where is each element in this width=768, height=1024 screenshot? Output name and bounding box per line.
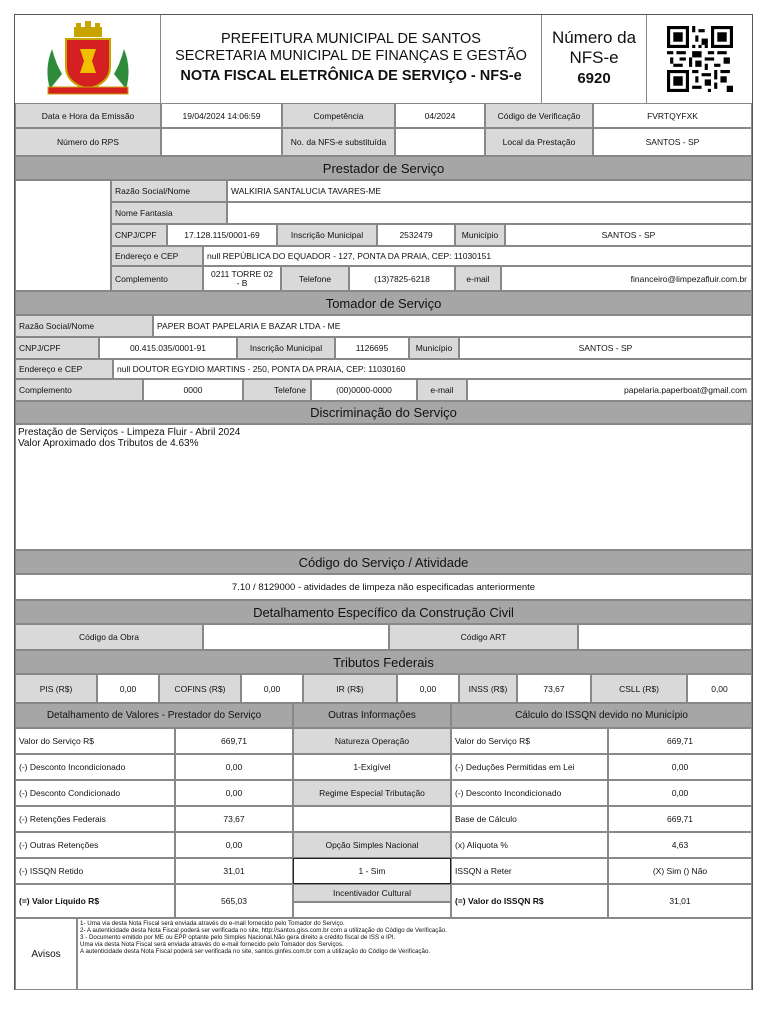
avisos-line-4: A autenticidade desta Nota Fiscal poderá ser verificada no site, santos.ginfes.com.br com a utilização do Código de Verificação. [80, 948, 431, 955]
nfse-number-label-2: NFS-e [569, 48, 619, 67]
pis: 0,00 [97, 674, 159, 703]
discriminacao-body [15, 424, 752, 550]
incentivador-label: Incentivador Cultural [293, 884, 451, 902]
issqn-title: Cálculo do ISSQN devido no Município [451, 703, 752, 728]
header-prefeitura: PREFEITURA MUNICIPAL DE SANTOS [221, 31, 481, 47]
ir: 0,00 [397, 674, 459, 703]
valores-row-2-label: (-) Desconto Condicionado [15, 780, 175, 806]
tomador-municipio-label: Município [409, 337, 459, 359]
codigo-art-label: Código ART [389, 624, 578, 650]
prestador-complemento [203, 266, 281, 291]
codigo-verificacao: FVRTQYFXK [593, 103, 752, 128]
local-prestacao: SANTOS - SP [593, 128, 752, 156]
inss-label: INSS (R$) [459, 674, 517, 703]
avisos-line-0: 1- Uma via desta Nota Fiscal será enviada através do e-mail fornecido pelo Tomador do Serviço. [80, 920, 345, 927]
csll-label: CSLL (R$) [591, 674, 687, 703]
valor-liquido-label: (=) Valor Líquido R$ [15, 884, 175, 918]
valor-liquido: 565,03 [175, 884, 293, 918]
competencia-label: Competência [282, 103, 395, 128]
cofins: 0,00 [241, 674, 303, 703]
valores-row-3-label: (-) Retenções Federais [15, 806, 175, 832]
natureza-label: Natureza Operação [293, 728, 451, 754]
codigo-obra-label: Código da Obra [15, 624, 203, 650]
tomador-endereco: null DOUTOR EGYDIO MARTINS - 250, PONTA DA PRAIA, CEP: 11030160 [113, 359, 752, 379]
numero-rps [161, 128, 282, 156]
regime-label: Regime Especial Tributação [293, 780, 451, 806]
prestador-im-label: Inscrição Municipal [277, 224, 377, 246]
prestador-telefone: (13)7825-6218 [349, 266, 455, 291]
inss: 73,67 [517, 674, 591, 703]
simples: 1 - Sim [293, 858, 451, 884]
numero-rps-label: Número do RPS [15, 128, 161, 156]
prestador-complemento-line2: - B [236, 277, 248, 288]
codigo-verificacao-label: Código de Verificação [485, 103, 593, 128]
prestador-complemento-label: Complemento [111, 266, 203, 291]
qr-box [647, 15, 752, 103]
tomador-telefone: (00)0000-0000 [311, 379, 417, 401]
outras-title: Outras Informações [293, 703, 451, 728]
local-prestacao-label: Local da Prestação [485, 128, 593, 156]
codigo-servico-title: Código do Serviço / Atividade [15, 550, 752, 574]
prestador-email: financeiro@limpezafluir.com.br [501, 266, 752, 291]
avisos-text [77, 918, 752, 990]
discriminacao-title: Discriminação do Serviço [15, 401, 752, 424]
tomador-im-label: Inscrição Municipal [237, 337, 335, 359]
tomador-razao: PAPER BOAT PAPELARIA E BAZAR LTDA - ME [153, 315, 752, 337]
valores-title: Detalhamento de Valores - Prestador do Serviço [15, 703, 293, 728]
discriminacao-line2: Valor Aproximado dos Tributos de 4.63% [18, 438, 199, 449]
prestador-im: 2532479 [377, 224, 455, 246]
tomador-municipio: SANTOS - SP [459, 337, 752, 359]
valor-issqn: 31,01 [608, 884, 752, 918]
prestador-email-label: e-mail [455, 266, 501, 291]
prestador-fantasia [227, 202, 752, 224]
valores-row-2-value: 0,00 [175, 780, 293, 806]
pis-label: PIS (R$) [15, 674, 97, 703]
prestador-razao: WALKIRIA SANTALUCIA TAVARES-ME [227, 180, 752, 202]
codigo-art [578, 624, 752, 650]
valores-row-1-label: (-) Desconto Incondicionado [15, 754, 175, 780]
construcao-title: Detalhamento Específico da Construção Civil [15, 600, 752, 624]
tomador-telefone-label: Telefone [243, 379, 311, 401]
codigo-obra [203, 624, 389, 650]
tomador-im: 1126695 [335, 337, 409, 359]
avisos-line-2: 3 - Documento emitido por ME ou EPP optante pelo Simples Nacional.Não gera direito a crédito fiscal de ISS e IPI. [80, 934, 396, 941]
tomador-title: Tomador de Serviço [15, 291, 752, 315]
nfse-number-block [542, 15, 647, 103]
regime [293, 806, 451, 832]
ir-label: IR (R$) [303, 674, 397, 703]
prestador-spacer [15, 180, 111, 291]
discriminacao-line1: Prestação de Serviços - Limpeza Fluir - Abril 2024 [18, 427, 241, 438]
codigo-servico-value: 7.10 / 8129000 - atividades de limpeza não especificadas anteriormente [15, 574, 752, 600]
avisos-line-1: 2- A autenticidade desta Nota Fiscal poderá ser verificada no site, http://santos.giss.com.br com a utilização do Código de Verificação. [80, 927, 447, 934]
prestador-fantasia-label: Nome Fantasia [111, 202, 227, 224]
prestador-municipio: SANTOS - SP [505, 224, 752, 246]
prestador-endereco-label: Endereço e CEP [111, 246, 203, 266]
seal-box [15, 15, 161, 103]
issqn-row-5-value: (X) Sim () Não [608, 858, 752, 884]
tomador-email: papelaria.paperboat@gmail.com [467, 379, 752, 401]
issqn-row-2-label: (-) Desconto Incondicionado [451, 780, 608, 806]
prestador-cnpj-label: CNPJ/CPF [111, 224, 167, 246]
nfse-substituida-label: No. da NFS-e substituída [282, 128, 395, 156]
cofins-label: COFINS (R$) [159, 674, 241, 703]
issqn-row-4-label: (x) Alíquota % [451, 832, 608, 858]
data-emissao-label: Data e Hora da Emissão [15, 103, 161, 128]
issqn-row-1-label: (-) Deduções Permitidas em Lei [451, 754, 608, 780]
csll: 0,00 [687, 674, 752, 703]
prestador-telefone-label: Telefone [281, 266, 349, 291]
valores-row-4-value: 0,00 [175, 832, 293, 858]
valores-row-3-value: 73,67 [175, 806, 293, 832]
natureza: 1-Exigível [293, 754, 451, 780]
valores-row-0-value: 669,71 [175, 728, 293, 754]
issqn-row-2-value: 0,00 [608, 780, 752, 806]
issqn-row-5-label: ISSQN a Reter [451, 858, 608, 884]
tomador-complemento: 0000 [143, 379, 243, 401]
issqn-row-1-value: 0,00 [608, 754, 752, 780]
avisos-line-3: Uma via desta Nota Fiscal será enviada através do e-mail fornecido pelo Tomador dos Serviços. [80, 941, 344, 948]
tomador-email-label: e-mail [417, 379, 467, 401]
issqn-row-4-value: 4,63 [608, 832, 752, 858]
qr-code-icon [667, 26, 733, 92]
tomador-cnpj-label: CNPJ/CPF [15, 337, 99, 359]
issqn-row-0-label: Valor do Serviço R$ [451, 728, 608, 754]
competencia: 04/2024 [395, 103, 485, 128]
nfse-substituida [395, 128, 485, 156]
santos-coat-of-arms-icon [40, 19, 136, 99]
valores-row-0-label: Valor do Serviço R$ [15, 728, 175, 754]
tributos-title: Tributos Federais [15, 650, 752, 674]
valores-row-5-value: 31,01 [175, 858, 293, 884]
valor-issqn-label: (=) Valor do ISSQN R$ [451, 884, 608, 918]
nfse-number-label-1: Número da [551, 28, 637, 47]
avisos-label: Avisos [15, 918, 77, 990]
valores-row-5-label: (-) ISSQN Retido [15, 858, 175, 884]
tomador-razao-label: Razão Social/Nome [15, 315, 153, 337]
header-secretaria: SECRETARIA MUNICIPAL DE FINANÇAS E GESTÃO [175, 48, 527, 64]
prestador-cnpj: 17.128.115/0001-69 [167, 224, 277, 246]
issqn-row-3-value: 669,71 [608, 806, 752, 832]
prestador-complemento-line1: 0211 TORRE 02 [211, 268, 273, 279]
issqn-row-0-value: 669,71 [608, 728, 752, 754]
incentivador [293, 902, 451, 918]
prestador-razao-label: Razão Social/Nome [111, 180, 227, 202]
tomador-cnpj: 00.415.035/0001-91 [99, 337, 237, 359]
nfse-document [14, 14, 753, 990]
prestador-title: Prestador de Serviço [15, 156, 752, 180]
data-emissao: 19/04/2024 14:06:59 [161, 103, 282, 128]
simples-label: Opção Simples Nacional [293, 832, 451, 858]
valores-row-1-value: 0,00 [175, 754, 293, 780]
issqn-row-3-label: Base de Cálculo [451, 806, 608, 832]
valores-row-4-label: (-) Outras Retenções [15, 832, 175, 858]
nfse-number: 6920 [577, 70, 611, 87]
header-title-block [161, 15, 542, 103]
header-nota-fiscal: NOTA FISCAL ELETRÔNICA DE SERVIÇO - NFS-e [180, 68, 522, 84]
tomador-complemento-label: Complemento [15, 379, 143, 401]
prestador-municipio-label: Município [455, 224, 505, 246]
prestador-endereco: null REPÚBLICA DO EQUADOR - 127, PONTA DA PRAIA, CEP: 11030151 [203, 246, 752, 266]
tomador-endereco-label: Endereço e CEP [15, 359, 113, 379]
